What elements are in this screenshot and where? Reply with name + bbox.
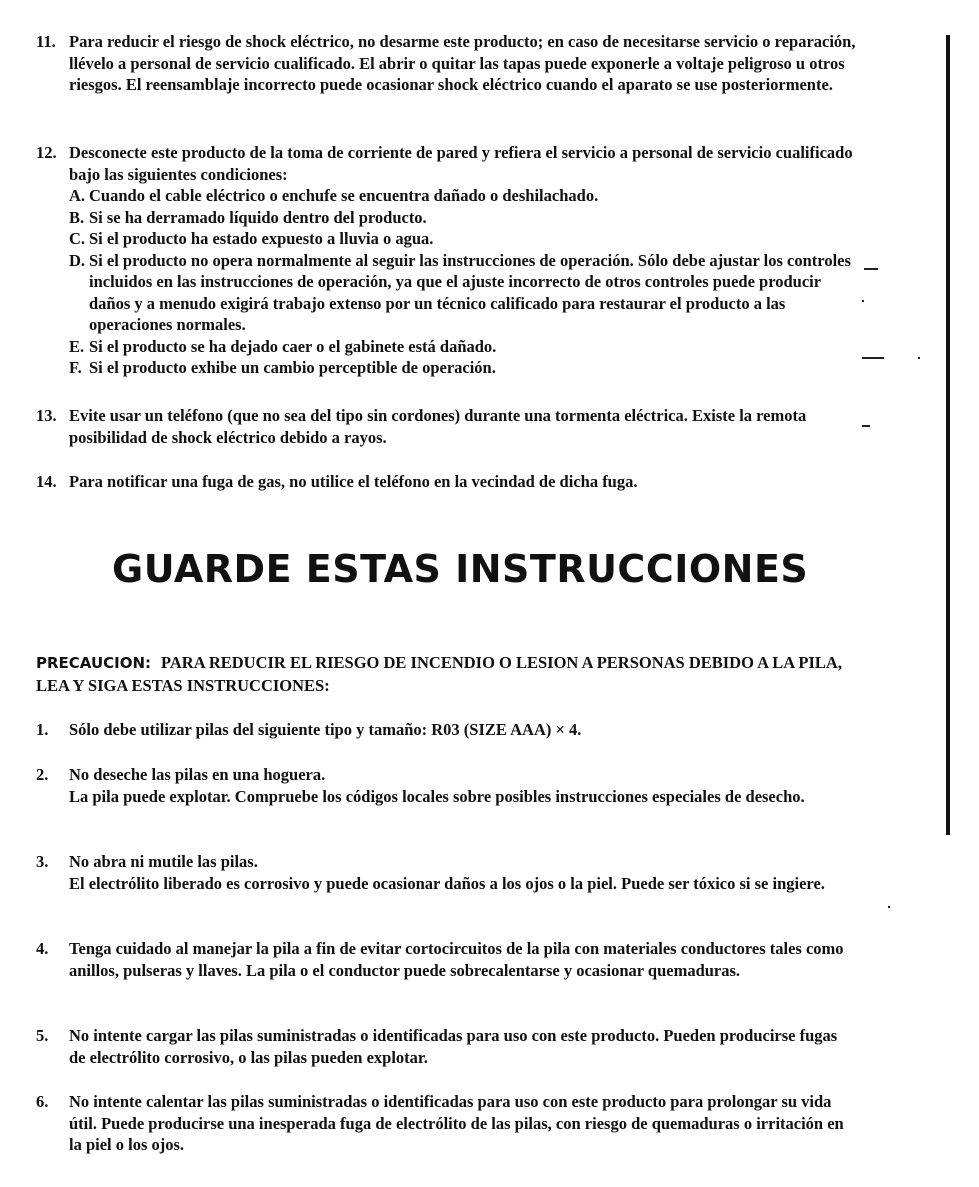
item-text: No intente cargar las pilas suministradas o identificadas para uso con este producto. Pueden producirse fugas de electrólito corrosivo, o las pilas pueden explotar.	[69, 1026, 838, 1067]
condition-letter: C.	[69, 229, 86, 248]
condition-c	[69, 228, 856, 250]
battery-item-4	[36, 938, 856, 981]
item-text: Para notificar una fuga de gas, no utilice el teléfono en la vecindad de dicha fuga.	[69, 472, 638, 491]
margin-mark	[862, 425, 870, 427]
margin-mark	[888, 906, 890, 908]
condition-letter: D.	[69, 250, 86, 270]
condition-text: Si el producto no opera normalmente al seguir las instrucciones de operación. Sólo debe ajustar los controles incluidos en las instrucciones de operación, ya que el ajuste incorrecto de otros controles puede producir daños y a menudo exigirá trabajo extenso por un técnico calificado para restaurar el producto a las operaciones normales.	[89, 250, 851, 334]
margin-mark	[862, 300, 864, 302]
battery-item-2	[36, 764, 856, 807]
condition-letter: E.	[69, 336, 85, 356]
instruction-item-11	[36, 31, 856, 96]
page-edge-bar	[946, 35, 950, 835]
item-number: 14.	[36, 472, 57, 491]
item-text: No intente calentar las pilas suministradas o identificadas para uso con este producto para prolongar su vida útil. Puede producirse una inesperada fuga de electrólito de las pilas, con riesgo de quemaduras o irritación en la piel o los ojos.	[69, 1092, 844, 1154]
item-text: Tenga cuidado al manejar la pila a fin de evitar cortocircuitos de la pila con materiales conductores tales como anillos, pulseras y llaves. La pila o el conductor puede sobrecalentarse y ocasionar quemaduras.	[69, 939, 844, 980]
battery-item-1	[36, 719, 856, 741]
item-number: 2.	[36, 765, 49, 784]
item-number: 4.	[36, 939, 49, 958]
battery-item-5	[36, 1025, 856, 1068]
instruction-item-13	[36, 405, 856, 448]
item-text: Desconecte este producto de la toma de corriente de pared y refiera el servicio a personal de servicio cualificado bajo las siguientes condiciones:	[69, 143, 853, 184]
item-text: El electrólito liberado es corrosivo y puede ocasionar daños a los ojos o la piel. Puede ser tóxico si se ingiere.	[69, 873, 825, 893]
item-number: 5.	[36, 1026, 49, 1045]
caution-label: PRECAUCION:	[36, 654, 152, 672]
item-text: Evite usar un teléfono (que no sea del tipo sin cordones) durante una tormenta eléctrica. Existe la remota posibilidad de shock eléctrico debido a rayos.	[69, 406, 807, 447]
item-number: 12.	[36, 143, 57, 162]
margin-mark	[864, 268, 878, 270]
item-text: Para reducir el riesgo de shock eléctrico, no desarme este producto; en caso de necesitarse servicio o reparación, llévelo a personal de servicio cualificado. El abrir o quitar las tapas puede exponerle a voltaje peligroso u otros riesgos. El reensamblaje incorrecto puede ocasionar shock eléctrico cuando el aparato se use posteriormente.	[69, 32, 856, 94]
item-number: 11.	[36, 32, 56, 51]
item-number: 13.	[36, 406, 57, 425]
item-text: Sólo debe utilizar pilas del siguiente tipo y tamaño: R03 (SIZE AAA) × 4.	[69, 720, 582, 739]
condition-letter: F.	[69, 358, 82, 377]
section-heading: GUARDE ESTAS INSTRUCCIONES	[112, 547, 809, 591]
item-number: 3.	[36, 852, 49, 871]
instruction-item-14	[36, 471, 856, 493]
item-text: La pila puede explotar. Compruebe los códigos locales sobre posibles instrucciones especiales de desecho.	[69, 786, 805, 806]
item-number: 6.	[36, 1092, 49, 1111]
condition-e	[69, 336, 856, 358]
condition-letter: B.	[69, 207, 85, 227]
condition-text: Cuando el cable eléctrico o enchufe se encuentra dañado o deshilachado.	[89, 186, 599, 205]
condition-f	[69, 357, 856, 379]
caution-block	[36, 652, 856, 696]
item-heading: No abra ni mutile las pilas.	[69, 852, 258, 871]
condition-b	[69, 207, 856, 229]
margin-mark	[918, 357, 920, 359]
condition-d	[69, 250, 856, 336]
condition-text: Si el producto exhibe un cambio perceptible de operación.	[89, 358, 496, 377]
caution-text: PARA REDUCIR EL RIESGO DE INCENDIO O LESION A PERSONAS DEBIDO A LA PILA, LEA Y SIGA ESTAS INSTRUCCIONES:	[36, 653, 842, 695]
condition-text: Si el producto ha estado expuesto a lluvia o agua.	[89, 229, 434, 248]
item-heading: No deseche las pilas en una hoguera.	[69, 765, 326, 784]
battery-item-6	[36, 1091, 856, 1156]
instruction-item-12	[36, 142, 856, 379]
battery-item-3	[36, 851, 856, 894]
condition-text: Si el producto se ha dejado caer o el gabinete está dañado.	[89, 336, 497, 356]
condition-text: Si se ha derramado líquido dentro del producto.	[89, 207, 427, 227]
margin-mark	[862, 357, 884, 359]
condition-letter: A.	[69, 186, 86, 205]
condition-a	[69, 185, 856, 207]
item-number: 1.	[36, 720, 49, 739]
